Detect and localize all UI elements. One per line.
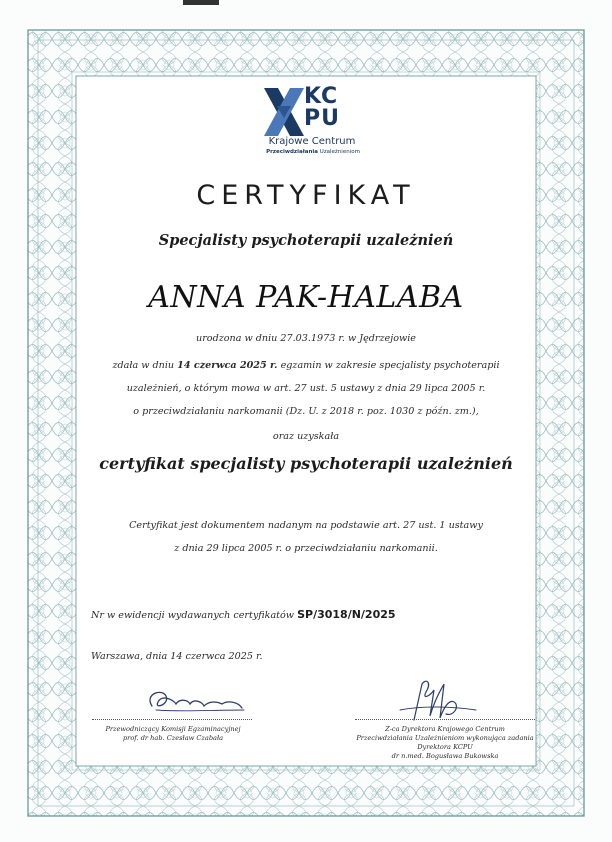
- signature-line-right: [355, 719, 535, 720]
- certificate-name: certyfikat specjalisty psychoterapii uzależnień: [99, 454, 513, 473]
- logo-subtitle: [258, 149, 368, 155]
- logo-letters-top: KC: [304, 84, 339, 109]
- obtained-line: oraz uzyskała: [272, 431, 340, 442]
- registry-number: SP/3018/N/2025: [297, 608, 396, 621]
- law-line-1: uzależnień, o którym mowa w art. 27 ust. 5 ustawy z dnia 29 lipca 2005 r.: [126, 383, 486, 394]
- exam-line: [76, 360, 536, 371]
- signature-caption-right: [340, 725, 550, 761]
- right-caption-line-4: dr n.med. Bogusława Bukowska: [391, 752, 499, 760]
- logo-sub-rest: Uzależnieniom: [319, 149, 360, 155]
- signature-left: [92, 680, 272, 720]
- top-edge-mark: [183, 0, 219, 5]
- exam-pre: zdała w dniu: [112, 360, 178, 371]
- registry-line: [91, 608, 396, 621]
- logo-letters-bottom: PU: [304, 106, 340, 131]
- left-caption-line-2: prof. dr hab. Czesław Czabała: [122, 734, 224, 742]
- birth-line: urodzona w dniu 27.03.1973 r. w Jędrzejowie: [196, 333, 416, 344]
- holder-name: ANNA PAK-HALABA: [148, 280, 464, 315]
- signature-caption-left: [88, 725, 258, 743]
- certificate-subtitle: Specjalisty psychoterapii uzależnień: [158, 232, 454, 249]
- left-caption-line-1: Przewodniczący Komisji Egzaminacyjnej: [105, 725, 241, 733]
- right-caption-line-1: Z-ca Dyrektora Krajowego Centrum: [385, 725, 505, 733]
- logo-letters: [304, 86, 340, 130]
- exam-date: 14 czerwca 2025 r.: [177, 360, 278, 371]
- place-date: Warszawa, dnia 14 czerwca 2025 r.: [91, 651, 263, 662]
- right-caption-line-2: Przeciwdziałania Uzależnieniom wykonująca zadania: [356, 734, 534, 742]
- signature-right: [380, 676, 490, 728]
- kcpu-x-emblem-icon: [264, 88, 304, 136]
- registry-label: Nr w ewidencji wydawanych certyfikatów: [91, 610, 298, 621]
- certificate-title: CERTYFIKAT: [196, 180, 416, 211]
- kcpu-logo: [264, 86, 364, 158]
- right-caption-line-3: Dyrektora KCPU: [417, 743, 473, 751]
- note-line-2: z dnia 29 lipca 2005 r. o przeciwdziałaniu narkomanii.: [174, 543, 438, 554]
- signature-line-left: [92, 719, 252, 720]
- logo-sub-bold: Przeciwdziałania: [266, 149, 318, 155]
- note-line-1: Certyfikat jest dokumentem nadanym na podstawie art. 27 ust. 1 ustawy: [129, 520, 483, 531]
- logo-name: Krajowe Centrum: [268, 136, 356, 147]
- law-line-2: o przeciwdziałaniu narkomanii (Dz. U. z 2018 r. poz. 1030 z późn. zm.),: [133, 406, 479, 417]
- exam-post: egzamin w zakresie specjalisty psychoterapii: [277, 360, 500, 371]
